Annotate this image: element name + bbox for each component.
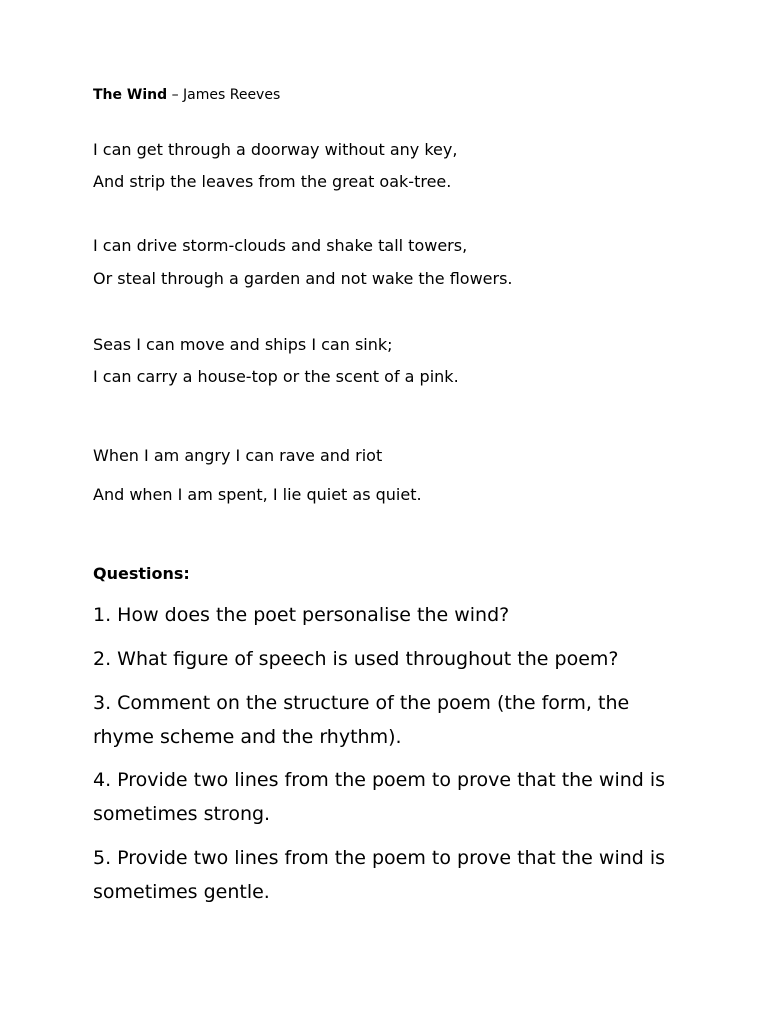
poem-title: The Wind	[93, 87, 168, 103]
question-item: 1. How does the poet personalise the wind?	[93, 604, 510, 626]
poem-line: I can drive storm-clouds and shake tall towers,	[93, 236, 468, 255]
question-item: 3. Comment on the structure of the poem (the form, the rhyme scheme and the rhythm).	[93, 692, 630, 748]
poem-heading	[93, 86, 280, 104]
questions-heading: Questions:	[93, 564, 190, 583]
poem-line: I can get through a doorway without any key,	[93, 140, 458, 159]
poem-line: Seas I can move and ships I can sink;	[93, 335, 393, 354]
heading-separator: –	[167, 87, 184, 103]
question-item: 2. What figure of speech is used throughout the poem?	[93, 648, 619, 670]
question-item: 4. Provide two lines from the poem to prove that the wind is sometimes strong.	[93, 769, 666, 825]
poem-author: James Reeves	[183, 87, 281, 103]
poem-line: When I am angry I can rave and riot	[93, 446, 383, 465]
question-item: 5. Provide two lines from the poem to prove that the wind is sometimes gentle.	[93, 847, 666, 903]
poem-line: I can carry a house-top or the scent of a pink.	[93, 367, 459, 386]
poem-line: And strip the leaves from the great oak-tree.	[93, 172, 452, 191]
poem-line: Or steal through a garden and not wake the flowers.	[93, 269, 513, 288]
poem-line: And when I am spent, I lie quiet as quiet.	[93, 485, 422, 504]
